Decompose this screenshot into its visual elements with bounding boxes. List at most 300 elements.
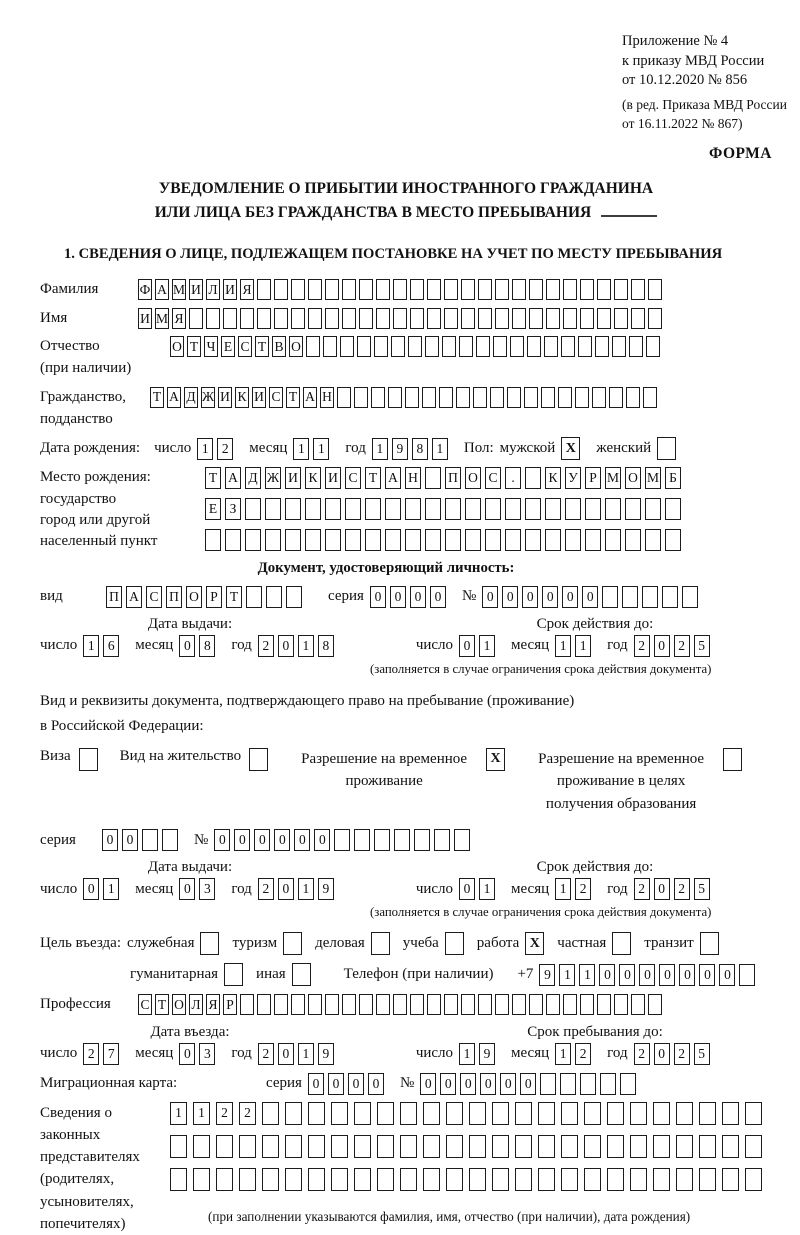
form-cell[interactable]: [699, 1168, 716, 1191]
form-cell[interactable]: 0: [122, 829, 138, 851]
form-cell[interactable]: [605, 498, 621, 520]
form-cell[interactable]: [525, 467, 541, 489]
form-cell[interactable]: [614, 994, 628, 1015]
form-cell[interactable]: 0: [179, 878, 195, 900]
form-cell[interactable]: [393, 279, 407, 300]
form-cell[interactable]: [393, 994, 407, 1015]
form-cell[interactable]: [206, 308, 220, 329]
form-cell[interactable]: 0: [522, 586, 538, 608]
form-cell[interactable]: Т: [205, 467, 221, 489]
form-cell[interactable]: [602, 586, 618, 608]
form-cell[interactable]: [493, 336, 507, 357]
form-cell[interactable]: [245, 529, 261, 551]
form-cell[interactable]: [492, 1135, 509, 1158]
form-cell[interactable]: 0: [278, 878, 294, 900]
form-cell[interactable]: И: [138, 308, 152, 329]
form-cell[interactable]: 8: [412, 438, 428, 460]
form-cell[interactable]: З: [225, 498, 241, 520]
form-cell[interactable]: 0: [679, 964, 695, 986]
form-cell[interactable]: 0: [368, 1073, 384, 1095]
form-cell[interactable]: [476, 336, 490, 357]
form-cell[interactable]: [745, 1102, 762, 1125]
form-cell[interactable]: Я: [206, 994, 220, 1015]
form-cell[interactable]: [648, 279, 662, 300]
form-cell[interactable]: [308, 1135, 325, 1158]
form-cell[interactable]: [331, 1135, 348, 1158]
form-cell[interactable]: 0: [314, 829, 330, 851]
form-cell[interactable]: [626, 387, 640, 408]
form-cell[interactable]: С: [238, 336, 252, 357]
form-cell[interactable]: Н: [320, 387, 334, 408]
form-cell[interactable]: [357, 336, 371, 357]
form-cell[interactable]: [505, 529, 521, 551]
form-cell[interactable]: [193, 1135, 210, 1158]
form-cell[interactable]: С: [345, 467, 361, 489]
form-cell[interactable]: [485, 529, 501, 551]
form-cell[interactable]: [605, 529, 621, 551]
form-cell[interactable]: [478, 279, 492, 300]
form-cell[interactable]: 2: [258, 1043, 274, 1065]
form-cell[interactable]: 1: [298, 878, 314, 900]
form-cell[interactable]: Ч: [204, 336, 218, 357]
form-cell[interactable]: [648, 994, 662, 1015]
form-cell[interactable]: [653, 1135, 670, 1158]
form-cell[interactable]: 0: [654, 1043, 670, 1065]
form-cell[interactable]: 0: [278, 1043, 294, 1065]
form-cell[interactable]: [465, 498, 481, 520]
form-cell[interactable]: [622, 586, 638, 608]
form-cell[interactable]: [645, 529, 661, 551]
form-cell[interactable]: 0: [699, 964, 715, 986]
form-cell[interactable]: [563, 994, 577, 1015]
form-cell[interactable]: [405, 498, 421, 520]
form-cell[interactable]: Ж: [201, 387, 215, 408]
form-cell[interactable]: [365, 498, 381, 520]
form-cell[interactable]: 8: [199, 635, 215, 657]
form-cell[interactable]: [444, 279, 458, 300]
form-cell[interactable]: [170, 1168, 187, 1191]
form-cell[interactable]: 1: [579, 964, 595, 986]
form-cell[interactable]: [376, 279, 390, 300]
form-cell[interactable]: [423, 1168, 440, 1191]
form-cell[interactable]: [345, 498, 361, 520]
form-cell[interactable]: 5: [694, 1043, 710, 1065]
form-cell[interactable]: 0: [348, 1073, 364, 1095]
form-cell[interactable]: [245, 498, 261, 520]
form-cell[interactable]: [286, 586, 302, 608]
form-cell[interactable]: М: [155, 308, 169, 329]
form-cell[interactable]: [597, 308, 611, 329]
form-cell[interactable]: [262, 1168, 279, 1191]
form-cell[interactable]: С: [485, 467, 501, 489]
form-cell[interactable]: 9: [539, 964, 555, 986]
form-cell[interactable]: [507, 387, 521, 408]
form-cell[interactable]: 0: [562, 586, 578, 608]
form-cell[interactable]: [580, 308, 594, 329]
form-cell[interactable]: Ж: [265, 467, 281, 489]
form-cell[interactable]: [597, 279, 611, 300]
form-cell[interactable]: [274, 279, 288, 300]
form-cell[interactable]: Т: [150, 387, 164, 408]
form-cell[interactable]: 0: [179, 1043, 195, 1065]
form-cell[interactable]: А: [303, 387, 317, 408]
form-cell[interactable]: 5: [694, 878, 710, 900]
residence-permit-checkbox[interactable]: [249, 748, 268, 771]
form-cell[interactable]: 0: [234, 829, 250, 851]
form-cell[interactable]: [646, 336, 660, 357]
form-cell[interactable]: [541, 387, 555, 408]
form-cell[interactable]: [365, 529, 381, 551]
form-cell[interactable]: [699, 1135, 716, 1158]
form-cell[interactable]: 6: [103, 635, 119, 657]
form-cell[interactable]: [546, 308, 560, 329]
form-cell[interactable]: [607, 1168, 624, 1191]
form-cell[interactable]: [454, 829, 470, 851]
form-cell[interactable]: [376, 994, 390, 1015]
form-cell[interactable]: [216, 1135, 233, 1158]
form-cell[interactable]: [469, 1135, 486, 1158]
form-cell[interactable]: [469, 1168, 486, 1191]
form-cell[interactable]: [575, 387, 589, 408]
form-cell[interactable]: [325, 308, 339, 329]
purpose-private-checkbox[interactable]: [612, 932, 631, 955]
form-cell[interactable]: 9: [318, 878, 334, 900]
form-cell[interactable]: [607, 1135, 624, 1158]
form-cell[interactable]: 2: [575, 878, 591, 900]
form-cell[interactable]: [189, 308, 203, 329]
form-cell[interactable]: 0: [542, 586, 558, 608]
form-cell[interactable]: 0: [654, 635, 670, 657]
form-cell[interactable]: 2: [217, 438, 233, 460]
form-cell[interactable]: [285, 1135, 302, 1158]
form-cell[interactable]: Т: [365, 467, 381, 489]
purpose-humanitarian-checkbox[interactable]: [224, 963, 243, 986]
temp-residence-education-checkbox[interactable]: [723, 748, 742, 771]
form-cell[interactable]: [427, 308, 441, 329]
form-cell[interactable]: [400, 1168, 417, 1191]
form-cell[interactable]: [262, 1102, 279, 1125]
form-cell[interactable]: [410, 279, 424, 300]
form-cell[interactable]: [331, 1168, 348, 1191]
form-cell[interactable]: 0: [599, 964, 615, 986]
form-cell[interactable]: [676, 1135, 693, 1158]
form-cell[interactable]: А: [155, 279, 169, 300]
form-cell[interactable]: [492, 1102, 509, 1125]
form-cell[interactable]: [676, 1168, 693, 1191]
form-cell[interactable]: [612, 336, 626, 357]
form-cell[interactable]: [325, 529, 341, 551]
form-cell[interactable]: [563, 279, 577, 300]
form-cell[interactable]: [285, 498, 301, 520]
form-cell[interactable]: Я: [240, 279, 254, 300]
form-cell[interactable]: 1: [479, 878, 495, 900]
form-cell[interactable]: [545, 498, 561, 520]
purpose-work-checkbox[interactable]: X: [525, 932, 544, 955]
form-cell[interactable]: [600, 1073, 616, 1095]
form-cell[interactable]: [682, 586, 698, 608]
form-cell[interactable]: 1: [83, 635, 99, 657]
form-cell[interactable]: [456, 387, 470, 408]
form-cell[interactable]: О: [170, 336, 184, 357]
form-cell[interactable]: [665, 498, 681, 520]
form-cell[interactable]: [662, 586, 678, 608]
form-cell[interactable]: [408, 336, 422, 357]
form-cell[interactable]: 2: [83, 1043, 99, 1065]
form-cell[interactable]: Т: [155, 994, 169, 1015]
form-cell[interactable]: [425, 498, 441, 520]
form-cell[interactable]: 1: [170, 1102, 187, 1125]
form-cell[interactable]: Л: [206, 279, 220, 300]
form-cell[interactable]: [308, 308, 322, 329]
form-cell[interactable]: 0: [639, 964, 655, 986]
form-cell[interactable]: 0: [278, 635, 294, 657]
form-cell[interactable]: [545, 529, 561, 551]
form-cell[interactable]: [492, 1168, 509, 1191]
form-cell[interactable]: [305, 498, 321, 520]
form-cell[interactable]: 0: [482, 586, 498, 608]
form-cell[interactable]: [291, 994, 305, 1015]
form-cell[interactable]: И: [252, 387, 266, 408]
form-cell[interactable]: [345, 529, 361, 551]
form-cell[interactable]: К: [545, 467, 561, 489]
form-cell[interactable]: [354, 1102, 371, 1125]
form-cell[interactable]: [515, 1102, 532, 1125]
form-cell[interactable]: Б: [665, 467, 681, 489]
form-cell[interactable]: А: [167, 387, 181, 408]
form-cell[interactable]: [445, 529, 461, 551]
form-cell[interactable]: [665, 529, 681, 551]
form-cell[interactable]: К: [235, 387, 249, 408]
form-cell[interactable]: [525, 529, 541, 551]
form-cell[interactable]: 0: [654, 878, 670, 900]
form-cell[interactable]: [400, 1135, 417, 1158]
form-cell[interactable]: [529, 994, 543, 1015]
form-cell[interactable]: [505, 498, 521, 520]
form-cell[interactable]: [631, 994, 645, 1015]
form-cell[interactable]: [546, 279, 560, 300]
form-cell[interactable]: Л: [189, 994, 203, 1015]
form-cell[interactable]: 3: [199, 878, 215, 900]
form-cell[interactable]: У: [565, 467, 581, 489]
form-cell[interactable]: О: [465, 467, 481, 489]
form-cell[interactable]: [434, 829, 450, 851]
form-cell[interactable]: [306, 336, 320, 357]
form-cell[interactable]: 2: [258, 878, 274, 900]
form-cell[interactable]: В: [272, 336, 286, 357]
form-cell[interactable]: 0: [480, 1073, 496, 1095]
form-cell[interactable]: [648, 308, 662, 329]
form-cell[interactable]: [561, 1168, 578, 1191]
form-cell[interactable]: [308, 1102, 325, 1125]
form-cell[interactable]: [515, 1168, 532, 1191]
form-cell[interactable]: .: [505, 467, 521, 489]
form-cell[interactable]: [225, 529, 241, 551]
form-cell[interactable]: 2: [634, 635, 650, 657]
gender-female-checkbox[interactable]: [657, 437, 676, 460]
form-cell[interactable]: [257, 994, 271, 1015]
form-cell[interactable]: [342, 279, 356, 300]
form-cell[interactable]: [699, 1102, 716, 1125]
form-cell[interactable]: 0: [459, 878, 475, 900]
form-cell[interactable]: [580, 279, 594, 300]
form-cell[interactable]: [305, 529, 321, 551]
form-cell[interactable]: П: [445, 467, 461, 489]
form-cell[interactable]: [354, 1135, 371, 1158]
form-cell[interactable]: [565, 498, 581, 520]
form-cell[interactable]: [584, 1102, 601, 1125]
form-cell[interactable]: [331, 1102, 348, 1125]
visa-checkbox[interactable]: [79, 748, 98, 771]
form-cell[interactable]: [630, 1135, 647, 1158]
form-cell[interactable]: [478, 308, 492, 329]
form-cell[interactable]: [585, 498, 601, 520]
form-cell[interactable]: [205, 529, 221, 551]
form-cell[interactable]: [625, 529, 641, 551]
form-cell[interactable]: 0: [308, 1073, 324, 1095]
form-cell[interactable]: [285, 529, 301, 551]
form-cell[interactable]: [239, 1168, 256, 1191]
form-cell[interactable]: А: [126, 586, 142, 608]
form-cell[interactable]: 0: [390, 586, 406, 608]
form-cell[interactable]: 2: [634, 1043, 650, 1065]
form-cell[interactable]: 2: [216, 1102, 233, 1125]
form-cell[interactable]: [459, 336, 473, 357]
form-cell[interactable]: [354, 387, 368, 408]
form-cell[interactable]: 2: [239, 1102, 256, 1125]
form-cell[interactable]: [425, 336, 439, 357]
form-cell[interactable]: [469, 1102, 486, 1125]
form-cell[interactable]: М: [172, 279, 186, 300]
form-cell[interactable]: [512, 994, 526, 1015]
form-cell[interactable]: [584, 1135, 601, 1158]
form-cell[interactable]: [642, 586, 658, 608]
form-cell[interactable]: [580, 1073, 596, 1095]
form-cell[interactable]: [445, 498, 461, 520]
form-cell[interactable]: [625, 498, 641, 520]
form-cell[interactable]: 1: [193, 1102, 210, 1125]
form-cell[interactable]: О: [186, 586, 202, 608]
form-cell[interactable]: [162, 829, 178, 851]
form-cell[interactable]: И: [285, 467, 301, 489]
form-cell[interactable]: 1: [298, 1043, 314, 1065]
form-cell[interactable]: [561, 1102, 578, 1125]
form-cell[interactable]: [561, 336, 575, 357]
form-cell[interactable]: И: [218, 387, 232, 408]
form-cell[interactable]: [325, 498, 341, 520]
form-cell[interactable]: Р: [206, 586, 222, 608]
form-cell[interactable]: [337, 387, 351, 408]
form-cell[interactable]: [274, 994, 288, 1015]
form-cell[interactable]: [385, 498, 401, 520]
form-cell[interactable]: [739, 964, 755, 986]
form-cell[interactable]: [631, 279, 645, 300]
form-cell[interactable]: [142, 829, 158, 851]
form-cell[interactable]: 0: [102, 829, 118, 851]
form-cell[interactable]: 1: [479, 635, 495, 657]
form-cell[interactable]: [400, 1102, 417, 1125]
form-cell[interactable]: Т: [255, 336, 269, 357]
form-cell[interactable]: 0: [370, 586, 386, 608]
form-cell[interactable]: М: [645, 467, 661, 489]
form-cell[interactable]: 2: [674, 635, 690, 657]
form-cell[interactable]: 0: [459, 635, 475, 657]
form-cell[interactable]: К: [305, 467, 321, 489]
form-cell[interactable]: [629, 336, 643, 357]
form-cell[interactable]: [427, 994, 441, 1015]
form-cell[interactable]: [653, 1168, 670, 1191]
form-cell[interactable]: Ф: [138, 279, 152, 300]
form-cell[interactable]: 0: [430, 586, 446, 608]
form-cell[interactable]: 1: [555, 878, 571, 900]
form-cell[interactable]: [359, 994, 373, 1015]
form-cell[interactable]: 7: [103, 1043, 119, 1065]
form-cell[interactable]: 5: [694, 635, 710, 657]
form-cell[interactable]: [529, 279, 543, 300]
form-cell[interactable]: 0: [179, 635, 195, 657]
form-cell[interactable]: 8: [318, 635, 334, 657]
form-cell[interactable]: [394, 829, 410, 851]
form-cell[interactable]: Е: [205, 498, 221, 520]
form-cell[interactable]: Т: [187, 336, 201, 357]
form-cell[interactable]: 2: [634, 878, 650, 900]
form-cell[interactable]: [193, 1168, 210, 1191]
form-cell[interactable]: [444, 994, 458, 1015]
form-cell[interactable]: Н: [405, 467, 421, 489]
form-cell[interactable]: [354, 1168, 371, 1191]
form-cell[interactable]: Р: [223, 994, 237, 1015]
form-cell[interactable]: [446, 1135, 463, 1158]
form-cell[interactable]: 2: [575, 1043, 591, 1065]
form-cell[interactable]: 0: [274, 829, 290, 851]
form-cell[interactable]: С: [146, 586, 162, 608]
form-cell[interactable]: [512, 308, 526, 329]
form-cell[interactable]: [385, 529, 401, 551]
form-cell[interactable]: М: [605, 467, 621, 489]
form-cell[interactable]: [597, 994, 611, 1015]
form-cell[interactable]: [216, 1168, 233, 1191]
form-cell[interactable]: 0: [719, 964, 735, 986]
form-cell[interactable]: [722, 1168, 739, 1191]
form-cell[interactable]: 1: [197, 438, 213, 460]
form-cell[interactable]: [266, 586, 282, 608]
form-cell[interactable]: 9: [318, 1043, 334, 1065]
form-cell[interactable]: [515, 1135, 532, 1158]
form-cell[interactable]: О: [289, 336, 303, 357]
form-cell[interactable]: [410, 308, 424, 329]
form-cell[interactable]: [285, 1168, 302, 1191]
form-cell[interactable]: [359, 308, 373, 329]
form-cell[interactable]: [538, 1168, 555, 1191]
form-cell[interactable]: 9: [479, 1043, 495, 1065]
form-cell[interactable]: [291, 308, 305, 329]
form-cell[interactable]: С: [138, 994, 152, 1015]
form-cell[interactable]: [544, 336, 558, 357]
purpose-transit-checkbox[interactable]: [700, 932, 719, 955]
form-cell[interactable]: [578, 336, 592, 357]
form-cell[interactable]: [495, 279, 509, 300]
form-cell[interactable]: [561, 1135, 578, 1158]
form-cell[interactable]: 0: [214, 829, 230, 851]
form-cell[interactable]: [595, 336, 609, 357]
form-cell[interactable]: [374, 336, 388, 357]
form-cell[interactable]: И: [325, 467, 341, 489]
form-cell[interactable]: [442, 336, 456, 357]
form-cell[interactable]: 2: [674, 1043, 690, 1065]
form-cell[interactable]: [439, 387, 453, 408]
form-cell[interactable]: [240, 994, 254, 1015]
temp-residence-checkbox[interactable]: X: [486, 748, 505, 771]
form-cell[interactable]: [371, 387, 385, 408]
